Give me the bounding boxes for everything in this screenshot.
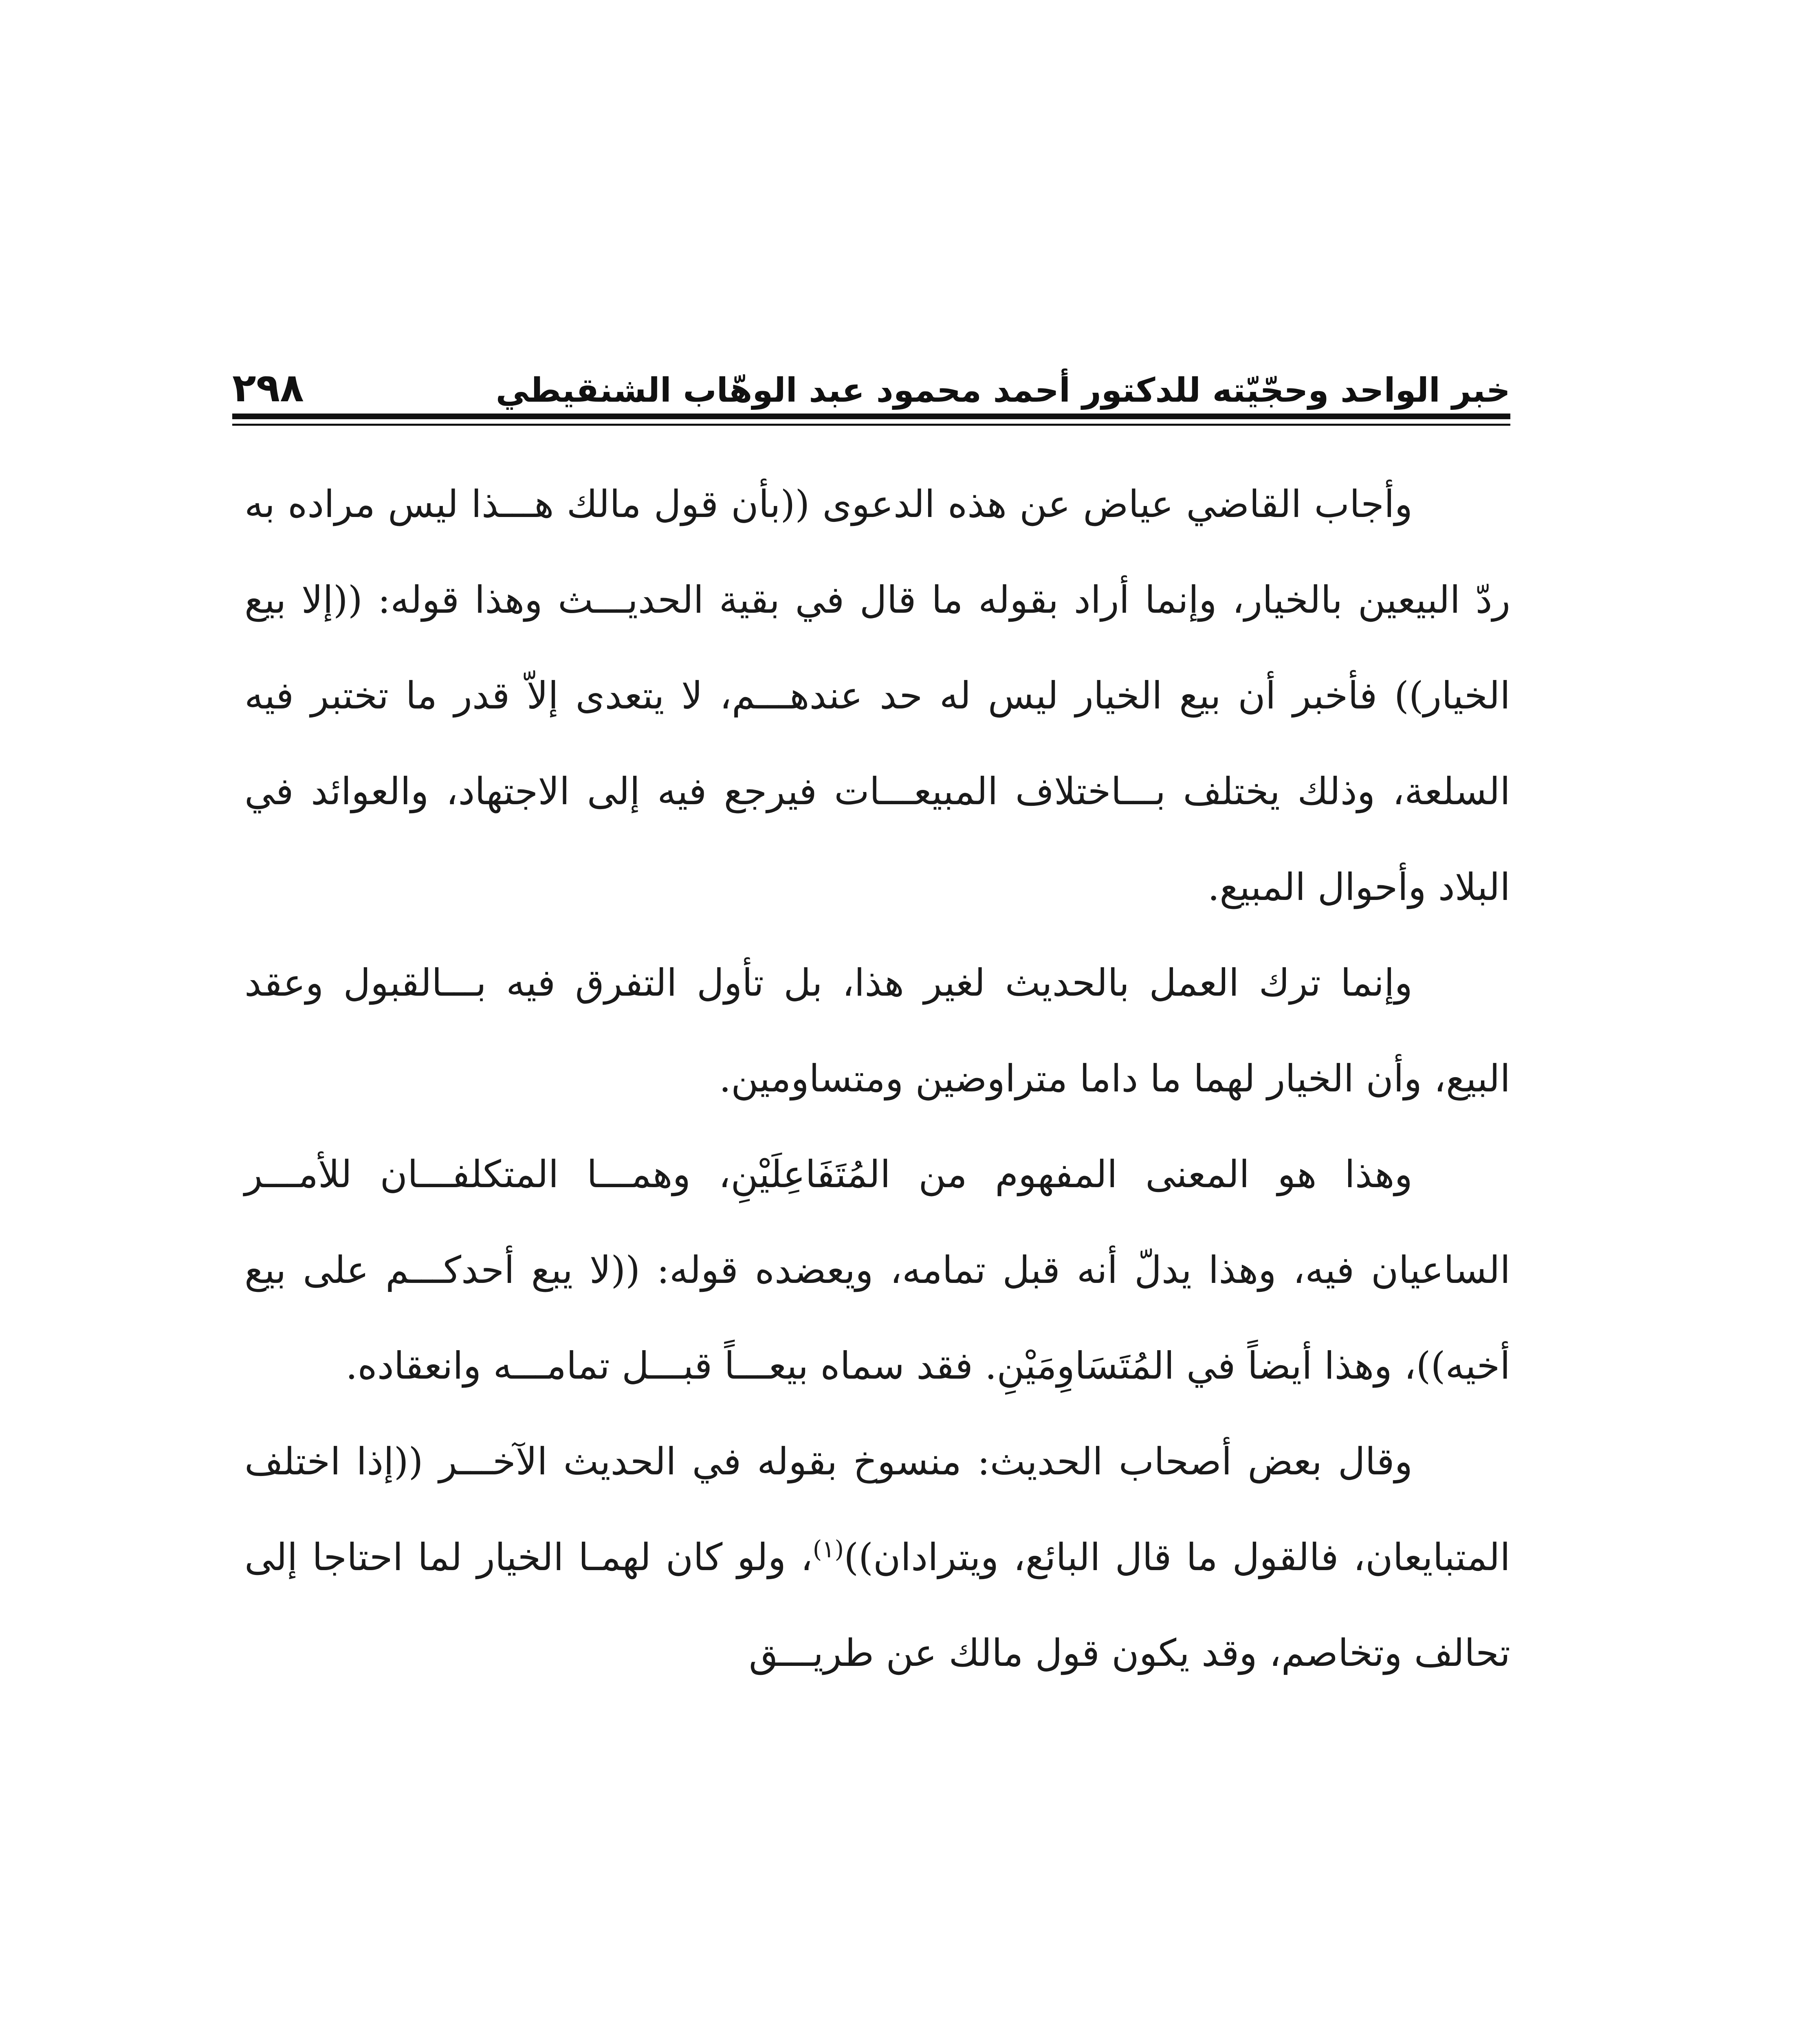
body-text <box>244 456 1510 1701</box>
paragraph: وهذا هو المعنى المفهوم من المُتَفَاعِلَيْنِ، وهمـــا المتكلفـــان للأمـــر الساعيان فيه، وهذا يدلّ أنه قبل تمامه، ويعضده قوله: ((لا يبع أحدكـــم على بيع أخيه))، وهذا أيضاً في المُتَسَاوِمَيْنِ. فقد سماه بيعـــاً قبـــل تمامـــه وانعقاده. <box>244 1153 1510 1388</box>
paragraph-text: ، ولو كان لهمـا الخيار لما احتاجا إلى تحالف وتخاصم، وقد يكون قول مالك عن طريـــق <box>244 1535 1510 1675</box>
page-number: ٢٩٨ <box>232 365 304 411</box>
paragraph <box>244 1414 1510 1701</box>
paragraph-text: وقال بعض أصحاب الحديث: منسوخ بقوله في الحديث الآخـــر ((إذا اختلف المتبايعان، فالقول ما قال البائع، ويترادان)) <box>244 1440 1510 1579</box>
header-rule-thin <box>232 424 1510 426</box>
page-header <box>232 346 1510 411</box>
paragraph: وإنما ترك العمل بالحديث لغير هذا، بل تأول التفرق فيه بـــالقبول وعقد البيع، وأن الخيار لهما ما داما متراوضين ومتساومين. <box>244 961 1510 1100</box>
footnote-reference[interactable]: (١) <box>812 1535 844 1563</box>
paragraph: وأجاب القاضي عياض عن هذه الدعوى ((بأن قول مالك هـــذا ليس مراده به ردّ البيعين بالخيار، وإنما أراد بقوله ما قال في بقية الحديـــث وهذا قوله: ((إلا بيع الخيار)) فأخبر أن بيع الخيار ليس له حد عندهـــم، لا يتعدى إلاّ قدر ما تختبر فيه السلعة، وذلك يختلف بـــاختلاف المبيعـــات فيرجع فيه إلى الاجتهاد، والعوائد في البلاد وأحوال المبيع. <box>244 482 1510 909</box>
running-title: خبر الواحد وحجّيّته للدكتور أحمد محمود عبد الوهّاب الشنقيطي <box>495 371 1510 410</box>
header-rule <box>232 414 1510 419</box>
